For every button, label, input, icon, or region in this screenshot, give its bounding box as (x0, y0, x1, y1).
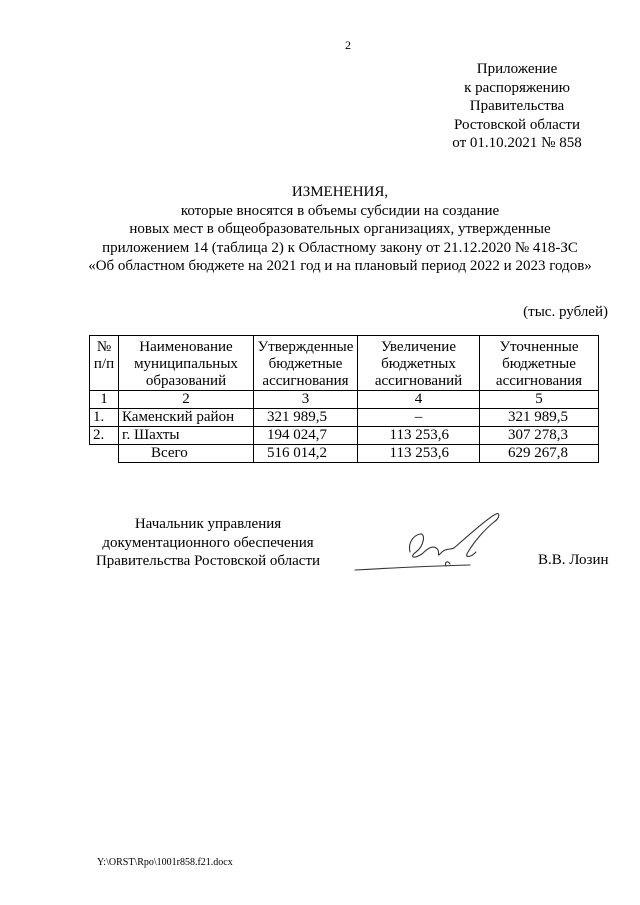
header-cell-refined: Уточненные бюджетные ассигнования (480, 336, 599, 391)
handwritten-signature (350, 508, 510, 578)
increase-value: – (358, 409, 480, 427)
municipality-name: г. Шахты (119, 427, 254, 445)
signatory-position (88, 515, 328, 571)
document-title (70, 183, 610, 276)
column-number: 4 (358, 391, 480, 409)
row-number: 1. (90, 409, 119, 427)
table-row (90, 427, 599, 445)
column-number: 5 (480, 391, 599, 409)
total-increase: 113 253,6 (358, 445, 480, 463)
refined-value: 307 278,3 (480, 427, 599, 445)
blank-cell (90, 445, 119, 463)
header-cell-number: № п/п (90, 336, 119, 391)
file-path: Y:\ORST\Rpo\1001r858.f21.docx (97, 857, 233, 868)
appendix-line: Приложение (476, 61, 558, 77)
position-line: документационного обеспечения (102, 534, 314, 551)
title-line: приложением 14 (таблица 2) к Областному закону от 21.12.2020 № 418-ЗС (102, 239, 578, 256)
municipality-name: Каменский район (119, 409, 254, 427)
table-header-row (90, 336, 599, 391)
approved-value: 321 989,5 (254, 409, 358, 427)
total-refined: 629 267,8 (480, 445, 599, 463)
position-line: Начальник управления (134, 516, 282, 532)
approved-value: 194 024,7 (254, 427, 358, 445)
header-cell-name: Наименование муниципальных образований (119, 336, 254, 391)
column-number: 2 (119, 391, 254, 409)
budget-table (89, 335, 599, 463)
table-row (90, 409, 599, 427)
title-heading: ИЗМЕНЕНИЯ, (291, 184, 389, 200)
total-row (90, 445, 599, 463)
title-line: которые вносятся в объемы субсидии на создание (180, 202, 500, 219)
title-line: «Об областном бюджете на 2021 год и на плановый период 2022 и 2023 годов» (88, 258, 592, 274)
row-number: 2. (90, 427, 119, 445)
appendix-block (432, 60, 602, 153)
column-number: 1 (90, 391, 119, 409)
appendix-line: к распоряжению (464, 79, 570, 96)
column-number-row (90, 391, 599, 409)
signer-name: В.В. Лозин (538, 552, 609, 568)
appendix-line: Правительства (469, 98, 565, 114)
appendix-line: Ростовской области (454, 116, 580, 133)
increase-value: 113 253,6 (358, 427, 480, 445)
column-number: 3 (254, 391, 358, 409)
units-label: (тыс. рублей) (523, 304, 608, 320)
header-cell-increase: Увеличение бюджетных ассигнований (358, 336, 480, 391)
appendix-line: от 01.10.2021 № 858 (452, 135, 582, 151)
position-line: Правительства Ростовской области (95, 553, 321, 569)
refined-value: 321 989,5 (480, 409, 599, 427)
total-label: Всего (119, 445, 254, 463)
header-cell-approved: Утвержденные бюджетные ассигнования (254, 336, 358, 391)
page-number: 2 (345, 38, 351, 52)
title-line: новых мест в общеобразовательных организациях, утвержденные (129, 221, 551, 237)
total-approved: 516 014,2 (254, 445, 358, 463)
